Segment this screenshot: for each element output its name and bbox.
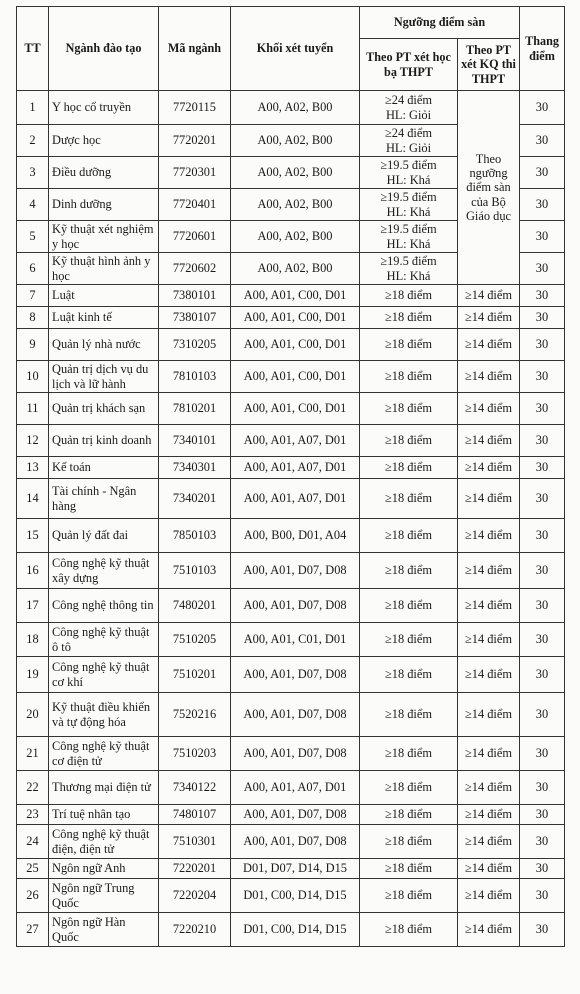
cell-kq: ≥14 điểm [458, 879, 520, 913]
cell-kq: ≥14 điểm [458, 393, 520, 425]
cell-thang-diem: 30 [520, 825, 565, 859]
cell-hoc-ba [360, 519, 458, 553]
table-row [17, 519, 565, 553]
cell-hoc-ba [360, 879, 458, 913]
cell-tt: 23 [17, 805, 49, 825]
hoc-ba-score: ≥18 điểm [384, 746, 433, 761]
cell-thang-diem: 30 [520, 157, 565, 189]
cell-ma-nganh: 7510103 [159, 553, 231, 589]
cell-hoc-ba [360, 693, 458, 737]
cell-kq: ≥14 điểm [458, 425, 520, 457]
cell-hoc-ba [360, 589, 458, 623]
cell-kq: ≥14 điểm [458, 329, 520, 361]
table-row [17, 693, 565, 737]
cell-nganh: Công nghệ thông tin [49, 589, 159, 623]
cell-khoi: A00, A02, B00 [231, 189, 360, 221]
cell-nganh: Y học cổ truyền [49, 91, 159, 125]
cell-nganh: Công nghệ kỹ thuật cơ khí [49, 657, 159, 693]
cell-kq: ≥14 điểm [458, 307, 520, 329]
cell-ma-nganh: 7720115 [159, 91, 231, 125]
cell-khoi: A00, A02, B00 [231, 91, 360, 125]
cell-thang-diem: 30 [520, 393, 565, 425]
cell-tt: 27 [17, 913, 49, 947]
cell-ma-nganh: 7720602 [159, 253, 231, 285]
cell-tt: 18 [17, 623, 49, 657]
cell-kq: ≥14 điểm [458, 519, 520, 553]
cell-ma-nganh: 7340101 [159, 425, 231, 457]
cell-nganh: Công nghệ kỹ thuật điện, điện tử [49, 825, 159, 859]
cell-hoc-ba [360, 825, 458, 859]
cell-tt: 19 [17, 657, 49, 693]
cell-tt: 3 [17, 157, 49, 189]
cell-kq-merged-note: Theo ngưỡng điểm sàn của Bộ Giáo dục [458, 91, 520, 285]
cell-thang-diem: 30 [520, 879, 565, 913]
hoc-ba-score: ≥18 điểm [384, 460, 433, 475]
hoc-ba-score: ≥18 điểm [384, 707, 433, 722]
cell-nganh: Ngôn ngữ Anh [49, 859, 159, 879]
cell-tt: 17 [17, 589, 49, 623]
hoc-ba-score: ≥18 điểm [384, 369, 433, 384]
table-row [17, 393, 565, 425]
cell-ma-nganh: 7340122 [159, 771, 231, 805]
cell-ma-nganh: 7720301 [159, 157, 231, 189]
table-row [17, 879, 565, 913]
cell-nganh: Quản trị dịch vụ du lịch và lữ hành [49, 361, 159, 393]
cell-khoi: A00, A01, D07, D08 [231, 737, 360, 771]
cell-hoc-ba [360, 221, 458, 253]
cell-tt: 22 [17, 771, 49, 805]
cell-ma-nganh: 7510301 [159, 825, 231, 859]
cell-hoc-ba [360, 479, 458, 519]
cell-tt: 13 [17, 457, 49, 479]
hoc-ba-score: ≥18 điểm [384, 491, 433, 506]
cell-thang-diem: 30 [520, 285, 565, 307]
cell-tt: 6 [17, 253, 49, 285]
cell-kq: ≥14 điểm [458, 693, 520, 737]
cell-thang-diem: 30 [520, 519, 565, 553]
cell-thang-diem: 30 [520, 657, 565, 693]
table-body [17, 91, 565, 947]
hoc-ba-score: ≥18 điểm [384, 780, 433, 795]
cell-ma-nganh: 7810201 [159, 393, 231, 425]
cell-tt: 24 [17, 825, 49, 859]
cell-nganh: Dược học [49, 125, 159, 157]
hoc-ba-score: ≥18 điểm [384, 632, 433, 647]
cell-khoi: A00, A01, D07, D08 [231, 589, 360, 623]
cell-kq: ≥14 điểm [458, 457, 520, 479]
hoc-ba-score: ≥18 điểm [384, 888, 433, 903]
cell-kq: ≥14 điểm [458, 589, 520, 623]
hoc-ba-rank: HL: Giỏi [385, 140, 432, 155]
cell-tt: 8 [17, 307, 49, 329]
cell-ma-nganh: 7510205 [159, 623, 231, 657]
cell-ma-nganh: 7220201 [159, 859, 231, 879]
table-row [17, 859, 565, 879]
cell-nganh: Quản lý đất đai [49, 519, 159, 553]
cell-ma-nganh: 7480107 [159, 805, 231, 825]
cell-nganh: Kỹ thuật hình ảnh y học [49, 253, 159, 285]
table-row [17, 91, 565, 125]
hoc-ba-rank: HL: Khá [386, 204, 431, 219]
cell-kq: ≥14 điểm [458, 913, 520, 947]
table-row [17, 479, 565, 519]
hoc-ba-score: ≥18 điểm [384, 922, 433, 937]
cell-khoi: A00, A01, C00, D01 [231, 285, 360, 307]
cell-thang-diem: 30 [520, 125, 565, 157]
cell-hoc-ba [360, 425, 458, 457]
cell-kq: ≥14 điểm [458, 361, 520, 393]
table-row [17, 553, 565, 589]
cell-thang-diem: 30 [520, 553, 565, 589]
cell-thang-diem: 30 [520, 623, 565, 657]
hoc-ba-score: ≥19.5 điểm [380, 190, 437, 205]
cell-ma-nganh: 7340301 [159, 457, 231, 479]
header-nganh: Ngành đào tạo [49, 7, 159, 91]
cell-khoi: A00, A01, A07, D01 [231, 771, 360, 805]
cell-tt: 4 [17, 189, 49, 221]
cell-tt: 9 [17, 329, 49, 361]
cell-nganh: Công nghệ kỹ thuật xây dựng [49, 553, 159, 589]
cell-hoc-ba [360, 737, 458, 771]
header-hoc-ba: Theo PT xét học bạ THPT [360, 39, 458, 91]
table-row [17, 307, 565, 329]
hoc-ba-rank: HL: Khá [386, 172, 431, 187]
hoc-ba-score: ≥18 điểm [384, 288, 433, 303]
header-nguong: Ngưỡng điểm sàn [360, 7, 520, 39]
cell-hoc-ba [360, 125, 458, 157]
cell-nganh: Trí tuệ nhân tạo [49, 805, 159, 825]
cell-ma-nganh: 7380107 [159, 307, 231, 329]
cell-nganh: Kỹ thuật xét nghiệm y học [49, 221, 159, 253]
cell-nganh: Dinh dưỡng [49, 189, 159, 221]
cell-tt: 16 [17, 553, 49, 589]
hoc-ba-score: ≥18 điểm [384, 337, 433, 352]
cell-hoc-ba [360, 157, 458, 189]
cell-tt: 14 [17, 479, 49, 519]
cell-tt: 2 [17, 125, 49, 157]
hoc-ba-score: ≥19.5 điểm [380, 254, 437, 269]
cell-thang-diem: 30 [520, 253, 565, 285]
cell-nganh: Luật [49, 285, 159, 307]
hoc-ba-rank: HL: Khá [386, 268, 431, 283]
cell-khoi: A00, A01, D07, D08 [231, 825, 360, 859]
cell-nganh: Quản lý nhà nước [49, 329, 159, 361]
cell-hoc-ba [360, 771, 458, 805]
cell-khoi: A00, A02, B00 [231, 221, 360, 253]
table-row [17, 623, 565, 657]
cell-nganh: Điều dưỡng [49, 157, 159, 189]
cell-hoc-ba [360, 913, 458, 947]
cell-hoc-ba [360, 361, 458, 393]
hoc-ba-score: ≥18 điểm [384, 433, 433, 448]
hoc-ba-score: ≥24 điểm [384, 93, 433, 108]
cell-thang-diem: 30 [520, 771, 565, 805]
cell-hoc-ba [360, 307, 458, 329]
header-ma-nganh: Mã ngành [159, 7, 231, 91]
cell-khoi: A00, A01, A07, D01 [231, 425, 360, 457]
cell-hoc-ba [360, 805, 458, 825]
cell-khoi: D01, D07, D14, D15 [231, 859, 360, 879]
cell-kq: ≥14 điểm [458, 771, 520, 805]
cell-hoc-ba [360, 553, 458, 589]
cell-khoi: A00, A02, B00 [231, 125, 360, 157]
cell-nganh: Công nghệ kỹ thuật ô tô [49, 623, 159, 657]
table-row [17, 329, 565, 361]
cell-thang-diem: 30 [520, 737, 565, 771]
table-row [17, 913, 565, 947]
cell-khoi: A00, B00, D01, A04 [231, 519, 360, 553]
hoc-ba-score: ≥18 điểm [384, 310, 433, 325]
cell-ma-nganh: 7340201 [159, 479, 231, 519]
cell-khoi: A00, A01, A07, D01 [231, 479, 360, 519]
hoc-ba-score: ≥19.5 điểm [380, 222, 437, 237]
cell-ma-nganh: 7310205 [159, 329, 231, 361]
cell-thang-diem: 30 [520, 693, 565, 737]
cell-khoi: D01, C00, D14, D15 [231, 913, 360, 947]
cell-khoi: A00, A01, C00, D01 [231, 329, 360, 361]
table-row [17, 285, 565, 307]
table-row [17, 737, 565, 771]
header-khoi: Khối xét tuyển [231, 7, 360, 91]
cell-ma-nganh: 7720601 [159, 221, 231, 253]
cell-khoi: A00, A01, D07, D08 [231, 805, 360, 825]
cell-tt: 12 [17, 425, 49, 457]
cell-thang-diem: 30 [520, 589, 565, 623]
cell-thang-diem: 30 [520, 859, 565, 879]
cell-hoc-ba [360, 285, 458, 307]
cell-nganh: Quản trị khách sạn [49, 393, 159, 425]
cell-nganh: Công nghệ kỹ thuật cơ điện tử [49, 737, 159, 771]
cell-tt: 10 [17, 361, 49, 393]
cell-hoc-ba [360, 189, 458, 221]
cell-khoi: A00, A01, C00, D01 [231, 393, 360, 425]
cell-khoi: A00, A01, C01, D01 [231, 623, 360, 657]
cell-ma-nganh: 7480201 [159, 589, 231, 623]
cell-ma-nganh: 7510203 [159, 737, 231, 771]
cell-nganh: Tài chính - Ngân hàng [49, 479, 159, 519]
table-row [17, 825, 565, 859]
hoc-ba-score: ≥18 điểm [384, 861, 433, 876]
table-row [17, 457, 565, 479]
cell-hoc-ba [360, 859, 458, 879]
hoc-ba-score: ≥24 điểm [384, 126, 433, 141]
cell-thang-diem: 30 [520, 805, 565, 825]
cell-hoc-ba [360, 457, 458, 479]
table-row [17, 657, 565, 693]
cell-thang-diem: 30 [520, 457, 565, 479]
cell-tt: 25 [17, 859, 49, 879]
cell-khoi: A00, A01, A07, D01 [231, 457, 360, 479]
cell-nganh: Ngôn ngữ Hàn Quốc [49, 913, 159, 947]
cell-khoi: A00, A02, B00 [231, 253, 360, 285]
hoc-ba-rank: HL: Giỏi [385, 107, 432, 122]
cell-tt: 5 [17, 221, 49, 253]
table-row [17, 805, 565, 825]
cell-thang-diem: 30 [520, 91, 565, 125]
cell-ma-nganh: 7220210 [159, 913, 231, 947]
header-thang-diem: Thang điểm [520, 7, 565, 91]
hoc-ba-score: ≥18 điểm [384, 401, 433, 416]
cell-tt: 15 [17, 519, 49, 553]
cell-ma-nganh: 7520216 [159, 693, 231, 737]
cell-tt: 26 [17, 879, 49, 913]
cell-thang-diem: 30 [520, 913, 565, 947]
cell-ma-nganh: 7720201 [159, 125, 231, 157]
cell-nganh: Ngôn ngữ Trung Quốc [49, 879, 159, 913]
cell-kq: ≥14 điểm [458, 657, 520, 693]
cell-khoi: D01, C00, D14, D15 [231, 879, 360, 913]
hoc-ba-score: ≥19.5 điểm [380, 158, 437, 173]
hoc-ba-rank: HL: Khá [386, 236, 431, 251]
cell-thang-diem: 30 [520, 329, 565, 361]
cell-kq: ≥14 điểm [458, 859, 520, 879]
cell-thang-diem: 30 [520, 425, 565, 457]
header-tt: TT [17, 7, 49, 91]
cell-thang-diem: 30 [520, 189, 565, 221]
cell-khoi: A00, A01, D07, D08 [231, 657, 360, 693]
cell-kq: ≥14 điểm [458, 479, 520, 519]
table-row [17, 771, 565, 805]
hoc-ba-score: ≥18 điểm [384, 667, 433, 682]
hoc-ba-score: ≥18 điểm [384, 563, 433, 578]
cell-tt: 20 [17, 693, 49, 737]
cell-khoi: A00, A02, B00 [231, 157, 360, 189]
cell-kq: ≥14 điểm [458, 825, 520, 859]
hoc-ba-score: ≥18 điểm [384, 807, 433, 822]
table-row [17, 361, 565, 393]
cell-hoc-ba [360, 91, 458, 125]
cell-kq: ≥14 điểm [458, 285, 520, 307]
cell-kq: ≥14 điểm [458, 553, 520, 589]
table-row [17, 425, 565, 457]
cell-khoi: A00, A01, D07, D08 [231, 693, 360, 737]
cell-thang-diem: 30 [520, 221, 565, 253]
cell-kq: ≥14 điểm [458, 737, 520, 771]
cell-nganh: Thương mại điện tử [49, 771, 159, 805]
cell-tt: 7 [17, 285, 49, 307]
cell-khoi: A00, A01, C00, D01 [231, 361, 360, 393]
hoc-ba-score: ≥18 điểm [384, 528, 433, 543]
cell-hoc-ba [360, 253, 458, 285]
cell-tt: 21 [17, 737, 49, 771]
cell-nganh: Quản trị kinh doanh [49, 425, 159, 457]
cell-thang-diem: 30 [520, 307, 565, 329]
cell-hoc-ba [360, 657, 458, 693]
cell-kq: ≥14 điểm [458, 623, 520, 657]
cell-nganh: Kỹ thuật điều khiển và tự động hóa [49, 693, 159, 737]
cell-nganh: Kế toán [49, 457, 159, 479]
cell-hoc-ba [360, 393, 458, 425]
hoc-ba-score: ≥18 điểm [384, 598, 433, 613]
cell-ma-nganh: 7220204 [159, 879, 231, 913]
cell-tt: 1 [17, 91, 49, 125]
cell-ma-nganh: 7380101 [159, 285, 231, 307]
table-row [17, 589, 565, 623]
cell-ma-nganh: 7810103 [159, 361, 231, 393]
cell-hoc-ba [360, 329, 458, 361]
cell-khoi: A00, A01, D07, D08 [231, 553, 360, 589]
cell-ma-nganh: 7850103 [159, 519, 231, 553]
cell-hoc-ba [360, 623, 458, 657]
cell-ma-nganh: 7720401 [159, 189, 231, 221]
cell-tt: 11 [17, 393, 49, 425]
cell-ma-nganh: 7510201 [159, 657, 231, 693]
admission-score-table [16, 6, 565, 947]
cell-kq: ≥14 điểm [458, 805, 520, 825]
header-kq-thi: Theo PT xét KQ thi THPT [458, 39, 520, 91]
cell-nganh: Luật kinh tế [49, 307, 159, 329]
cell-thang-diem: 30 [520, 479, 565, 519]
cell-khoi: A00, A01, C00, D01 [231, 307, 360, 329]
cell-thang-diem: 30 [520, 361, 565, 393]
hoc-ba-score: ≥18 điểm [384, 834, 433, 849]
